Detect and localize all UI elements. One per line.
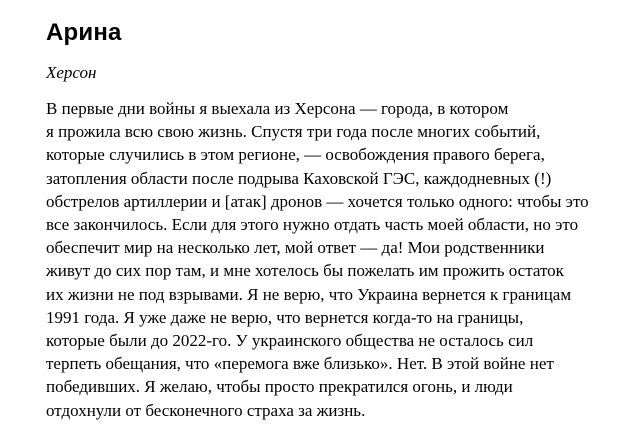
text-line: 1991 года. Я уже даже не верю, что вернется когда-то на границы, bbox=[46, 307, 524, 327]
text-line: которые случились в этом регионе, — освобождения правого берега, bbox=[46, 145, 545, 165]
author-city: Херсон bbox=[46, 63, 97, 82]
text-line: я прожила всю свою жизнь. Спустя три года после многих событий, bbox=[46, 122, 541, 142]
author-name: Арина bbox=[46, 19, 122, 46]
text-line: обстрелов артиллерии и [атак] дронов — хочется только одного: чтобы это bbox=[46, 191, 589, 211]
text-line: отдохнули от бесконечного страха за жизнь. bbox=[46, 400, 366, 420]
text-line: обеспечит мир на несколько лет, мой ответ — да! Мои родственники bbox=[46, 238, 545, 258]
text-line: которые были до 2022-го. У украинского общества не осталось сил bbox=[46, 331, 534, 351]
text-line: В первые дни войны я выехала из Херсона — города, в котором bbox=[46, 99, 509, 118]
text-line: затопления области после подрыва Каховской ГЭС, каждодневных (!) bbox=[46, 168, 552, 188]
testimony-text bbox=[46, 97, 606, 422]
text-line: победивших. Я желаю, чтобы просто прекратился огонь, и люди bbox=[46, 377, 513, 397]
text-line: их жизни не под взрывами. Я не верю, что Украина вернется к границам bbox=[46, 284, 572, 304]
text-line: живут до сих пор там, и мне хотелось бы пожелать им прожить остаток bbox=[46, 261, 564, 281]
text-line: все закончилось. Если для этого нужно отдать часть моей области, но это bbox=[46, 215, 579, 235]
text-line: терпеть обещания, что «перемога вже близько». Нет. В этой войне нет bbox=[46, 354, 554, 374]
